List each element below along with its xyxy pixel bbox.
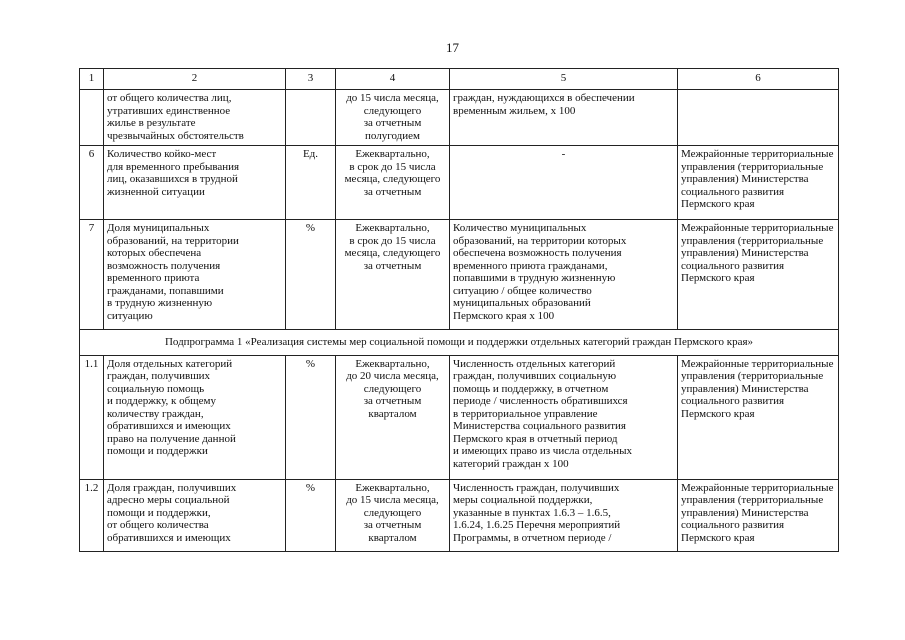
- table-row: [80, 355, 839, 479]
- calculation-method: Количество муниципальных образований, на территории которых обеспечена возможность получения временного приюта гражданами, попавшими в трудную жизненную ситуацию / общее количество муниципальных образований Пермского края х 100: [450, 220, 678, 330]
- indicator-name: от общего количества лиц, утративших единственное жилье в результате чрезвычайных обстоятельств: [104, 90, 286, 146]
- unit: Ед.: [286, 146, 336, 220]
- header-cell: 2: [104, 69, 286, 90]
- responsible: Межрайонные территориальные управления (территориальные управления) Министерства социального развития Пермского края: [678, 220, 839, 330]
- periodicity: Ежеквартально, в срок до 15 числа месяца, следующего за отчетным: [336, 220, 450, 330]
- calculation-method: граждан, нуждающихся в обеспечении временным жильем, х 100: [450, 90, 678, 146]
- indicator-name: Доля отдельных категорий граждан, получивших социальную помощь и поддержку, к общему количеству граждан, обратившихся и имеющих право на получение данной помощи и поддержки: [104, 355, 286, 479]
- responsible: Межрайонные территориальные управления (территориальные управления) Министерства социального развития Пермского края: [678, 355, 839, 479]
- row-number: 7: [80, 220, 104, 330]
- row-number: 1.2: [80, 479, 104, 551]
- page-number: 17: [446, 40, 459, 55]
- periodicity: Ежеквартально, в срок до 15 числа месяца, следующего за отчетным: [336, 146, 450, 220]
- row-number: 6: [80, 146, 104, 220]
- indicator-name: Количество койко-мест для временного пребывания лиц, оказавшихся в трудной жизненной ситуации: [104, 146, 286, 220]
- calculation-method: Численность отдельных категорий граждан, получивших социальную помощь и поддержку, в отчетном периоде / численность обратившихся в территориальное управление Министерства социального развития Пермского края в отчетный период и имеющих право из числа отдельных категорий граждан х 100: [450, 355, 678, 479]
- header-cell: 4: [336, 69, 450, 90]
- subprogram-row: [80, 330, 839, 356]
- calculation-method: Численность граждан, получивших меры социальной поддержки, указанные в пунктах 1.6.3 – 1.6.5, 1.6.24, 1.6.25 Перечня мероприятий Программы, в отчетном периоде /: [450, 479, 678, 551]
- indicator-name: Доля муниципальных образований, на территории которых обеспечена возможность получения временного приюта гражданами, попавшими в трудную жизненную ситуацию: [104, 220, 286, 330]
- periodicity: Ежеквартально, до 20 числа месяца, следующего за отчетным кварталом: [336, 355, 450, 479]
- responsible: [678, 90, 839, 146]
- table-header-row: [80, 69, 839, 90]
- responsible: Межрайонные территориальные управления (территориальные управления) Министерства социального развития Пермского края: [678, 146, 839, 220]
- header-cell: 5: [450, 69, 678, 90]
- table-row: [80, 220, 839, 330]
- unit: %: [286, 355, 336, 479]
- indicator-name: Доля граждан, получивших адресно меры социальной помощи и поддержки, от общего количества обратившихся и имеющих: [104, 479, 286, 551]
- row-number: [80, 90, 104, 146]
- table-row: [80, 479, 839, 551]
- periodicity: до 15 числа месяца, следующего за отчетным полугодием: [336, 90, 450, 146]
- unit: %: [286, 220, 336, 330]
- header-cell: 1: [80, 69, 104, 90]
- unit: [286, 90, 336, 146]
- table-row: [80, 90, 839, 146]
- unit: %: [286, 479, 336, 551]
- responsible: Межрайонные территориальные управления (территориальные управления) Министерства социального развития Пермского края: [678, 479, 839, 551]
- indicators-table: [79, 68, 839, 552]
- header-cell: 6: [678, 69, 839, 90]
- subprogram-title: Подпрограмма 1 «Реализация системы мер социальной помощи и поддержки отдельных категорий граждан Пермского края»: [80, 330, 839, 356]
- periodicity: Ежеквартально, до 15 числа месяца, следующего за отчетным кварталом: [336, 479, 450, 551]
- calculation-method: -: [450, 146, 678, 220]
- header-cell: 3: [286, 69, 336, 90]
- table-row: [80, 146, 839, 220]
- row-number: 1.1: [80, 355, 104, 479]
